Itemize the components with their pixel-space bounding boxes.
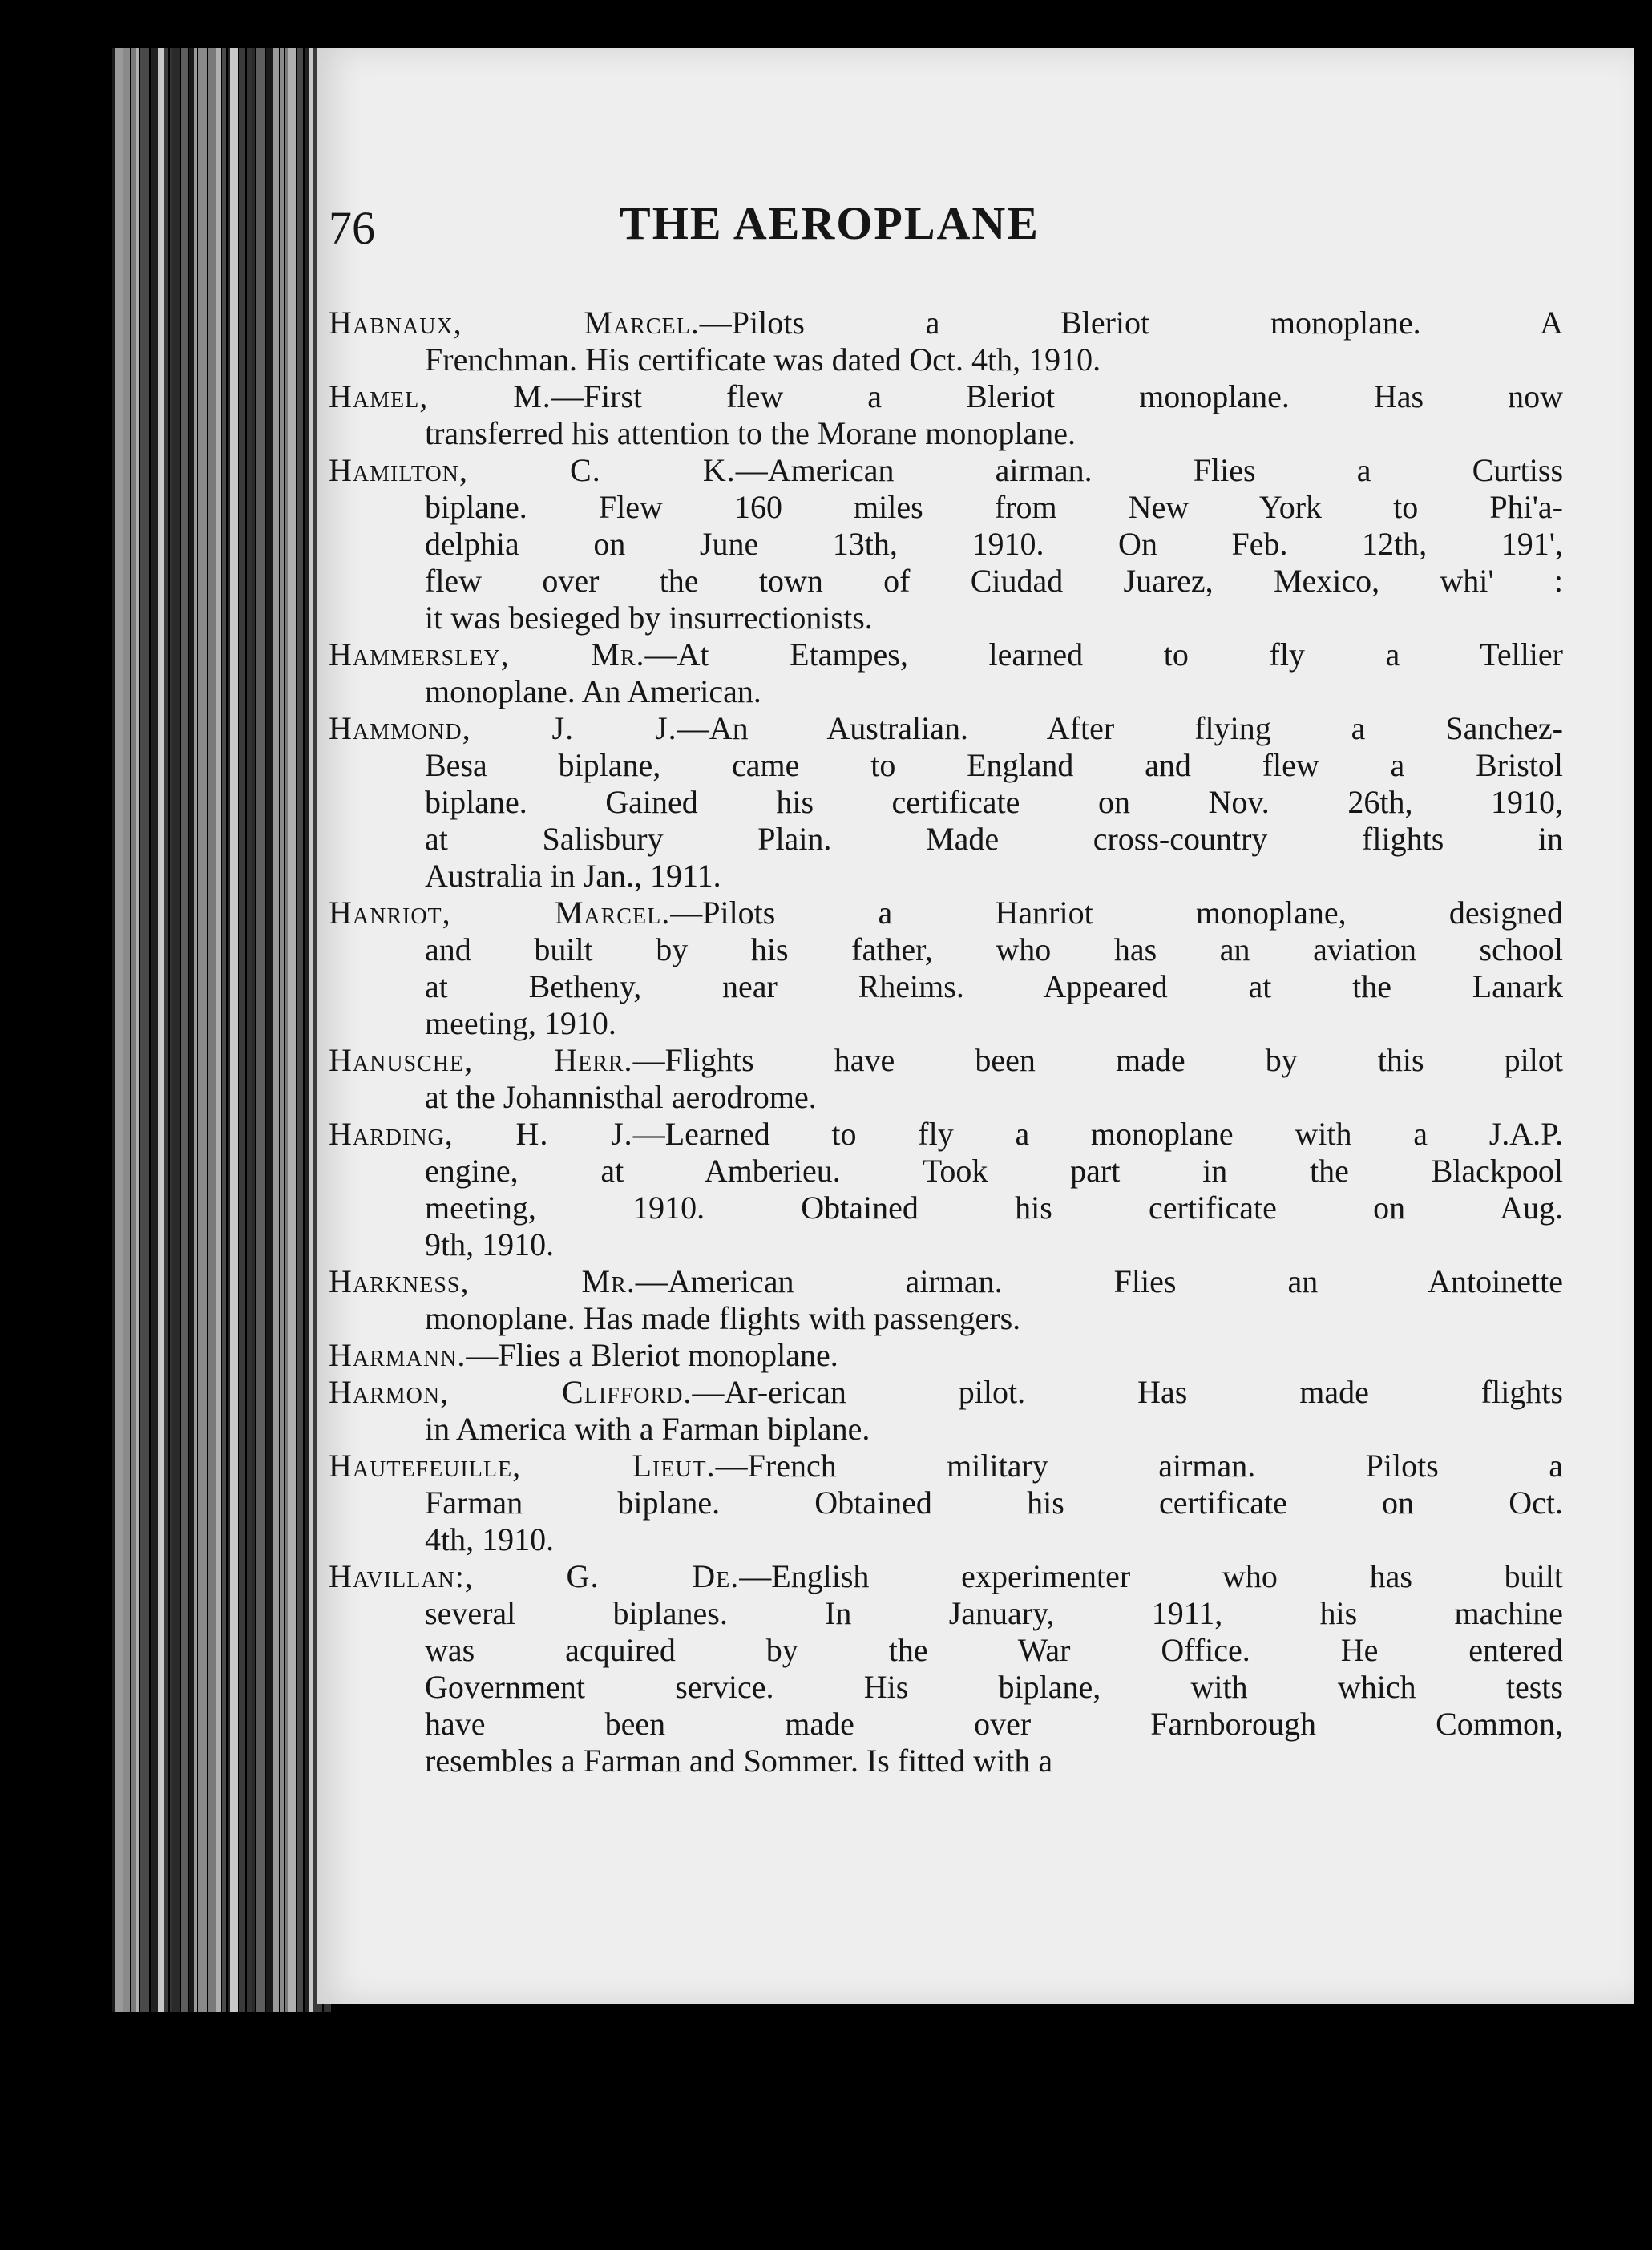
entry-continuation-line: was acquired by the War Office. He entered (425, 1632, 1563, 1668)
page-edge-strip (297, 48, 303, 2012)
entry-text: —Flies a Bleriot monoplane. (466, 1337, 838, 1373)
dictionary-entry (329, 1374, 1563, 1448)
entry-name: Hamilton, C. K. (329, 452, 736, 488)
entry-continuation-line: it was besieged by insurrectionists. (425, 600, 873, 636)
page-header (329, 196, 1331, 269)
page-edge-strip (230, 48, 238, 2012)
entry-continuation-line: transferred his attention to the Morane monoplane. (425, 415, 1076, 451)
entry-text: —American airman. Flies a Curtiss (735, 452, 1564, 488)
entry-continuation-line: engine, at Amberieu. Took part in the Blackpool (425, 1153, 1563, 1189)
entry-continuation-line: in America with a Farman biplane. (425, 1411, 870, 1447)
entry-name: Harkness, Mr. (329, 1263, 636, 1299)
entry-text: —American airman. Flies an Antoinette (635, 1263, 1564, 1299)
entry-first-line (329, 1448, 1563, 1485)
entry-continuation-line: meeting, 1910. Obtained his certificate on Aug. (425, 1190, 1563, 1226)
book-page-edges (112, 48, 337, 2012)
page-edge-strip (115, 48, 123, 2012)
entry-continuation-line: and built by his father, who has an aviation school (425, 931, 1563, 967)
entry-continuation-line: at Salisbury Plain. Made cross-country flights in (425, 821, 1563, 857)
dictionary-entries (329, 305, 1563, 1779)
dictionary-entry (329, 378, 1563, 452)
entry-continuation-line: 9th, 1910. (425, 1226, 555, 1262)
page-edge-strip (151, 48, 158, 2012)
dictionary-entry (329, 1116, 1563, 1263)
entry-text: —Ar-erican pilot. Has made flights (692, 1374, 1563, 1410)
entry-continuation-line: biplane. Flew 160 miles from New York to Phi'a- (425, 489, 1563, 525)
entry-first-line (329, 1337, 1563, 1374)
dictionary-entry (329, 710, 1563, 895)
page-edge-strip (194, 48, 197, 2012)
entry-continuation-line: several biplanes. In January, 1911, his machine (425, 1595, 1563, 1631)
entry-text: —French military airman. Pilots a (715, 1448, 1563, 1484)
entry-name: Hanriot, Marcel. (329, 895, 671, 931)
page-number: 76 (329, 202, 375, 254)
page-edge-strip (140, 48, 149, 2012)
running-title: THE AEROPLANE (620, 197, 1040, 249)
page-edge-strip (222, 48, 226, 2012)
entry-first-line (329, 452, 1563, 489)
dictionary-entry (329, 1448, 1563, 1558)
page-edge-strip (208, 48, 216, 2012)
page-edge-strip (280, 48, 284, 2012)
page-edge-strip (198, 48, 207, 2012)
entry-continuation-line: have been made over Farnborough Common, (425, 1706, 1563, 1742)
entry-name: Hanusche, Herr. (329, 1042, 633, 1078)
page-edge-strip (288, 48, 296, 2012)
page-edge-strip (181, 48, 188, 2012)
entry-continuation-line: Farman biplane. Obtained his certificate on Oct. (425, 1485, 1563, 1521)
dictionary-entry (329, 1337, 1563, 1374)
dictionary-entry (329, 636, 1563, 710)
entry-first-line (329, 378, 1563, 415)
entry-first-line (329, 1558, 1563, 1595)
page-edge-strip (158, 48, 164, 2012)
entry-continuation-line: delphia on June 13th, 1910. On Feb. 12th, 191', (425, 526, 1563, 562)
entry-text: —Pilots a Hanriot monoplane, designed (670, 895, 1564, 931)
page-edge-strip (266, 48, 273, 2012)
page-edge-strip (172, 48, 180, 2012)
dictionary-entry (329, 452, 1563, 636)
entry-continuation-line: monoplane. Has made flights with passengers. (425, 1300, 1021, 1336)
dictionary-entry (329, 305, 1563, 378)
entry-continuation-line: Frenchman. His certificate was dated Oct. 4th, 1910. (425, 341, 1101, 378)
entry-continuation-line: at Betheny, near Rheims. Appeared at the Lanark (425, 968, 1563, 1004)
entry-text: —Flights have been made by this pilot (632, 1042, 1564, 1078)
entry-text: —English experimenter who has built (739, 1558, 1563, 1594)
page-edge-strip (239, 48, 245, 2012)
entry-name: Harmon, Clifford. (329, 1374, 693, 1410)
entry-name: Hamel, M. (329, 378, 551, 414)
entry-continuation-line: Besa biplane, came to England and flew a Bristol (425, 747, 1563, 783)
entry-name: Hautefeuille, Lieut. (329, 1448, 716, 1484)
page-edge-strip (164, 48, 168, 2012)
entry-text: —An Australian. After flying a Sanchez- (677, 710, 1564, 746)
page-edge-strip (216, 48, 221, 2012)
entry-name: Harmann. (329, 1337, 467, 1373)
entry-first-line (329, 1042, 1563, 1079)
entry-first-line (329, 1374, 1563, 1411)
entry-name: Harding, H. J. (329, 1116, 633, 1152)
entry-name: Hammersley, Mr. (329, 636, 645, 673)
page-edge-strip (123, 48, 130, 2012)
entry-first-line (329, 305, 1563, 341)
entry-continuation-line: monoplane. An American. (425, 673, 761, 709)
page-edge-strip (256, 48, 265, 2012)
entry-text: —Pilots a Bleriot monoplane. A (699, 305, 1563, 341)
entry-name: Habnaux, Marcel. (329, 305, 700, 341)
entry-continuation-line: Government service. His biplane, with which tests (425, 1669, 1563, 1705)
entry-text: —First flew a Bleriot monoplane. Has now (551, 378, 1563, 414)
entry-text: —At Etampes, learned to fly a Tellier (644, 636, 1563, 673)
dictionary-entry (329, 1263, 1563, 1337)
entry-continuation-line: 4th, 1910. (425, 1521, 555, 1557)
page-edge-strip (273, 48, 279, 2012)
entry-name: Hammond, J. J. (329, 710, 677, 746)
dictionary-entry (329, 1042, 1563, 1116)
entry-continuation-line: flew over the town of Ciudad Juarez, Mexico, whi' : (425, 563, 1563, 599)
entry-first-line (329, 636, 1563, 673)
entry-continuation-line: resembles a Farman and Sommer. Is fitted with a (425, 1743, 1053, 1779)
entry-name: Havillan:, G. De. (329, 1558, 740, 1594)
entry-text: —Learned to fly a monoplane with a J.A.P. (632, 1116, 1563, 1152)
entry-first-line (329, 710, 1563, 747)
entry-continuation-line: Australia in Jan., 1911. (425, 858, 721, 894)
dictionary-entry (329, 895, 1563, 1042)
entry-continuation-line: at the Johannisthal aerodrome. (425, 1079, 817, 1115)
page-edge-strip (309, 48, 313, 2012)
entry-first-line (329, 895, 1563, 931)
dictionary-entry (329, 1558, 1563, 1779)
entry-first-line (329, 1263, 1563, 1300)
entry-continuation-line: meeting, 1910. (425, 1005, 616, 1041)
entry-first-line (329, 1116, 1563, 1153)
page-edge-strip (252, 48, 255, 2012)
page-edge-strip (136, 48, 139, 2012)
entry-continuation-line: biplane. Gained his certificate on Nov. 26th, 1910, (425, 784, 1563, 820)
